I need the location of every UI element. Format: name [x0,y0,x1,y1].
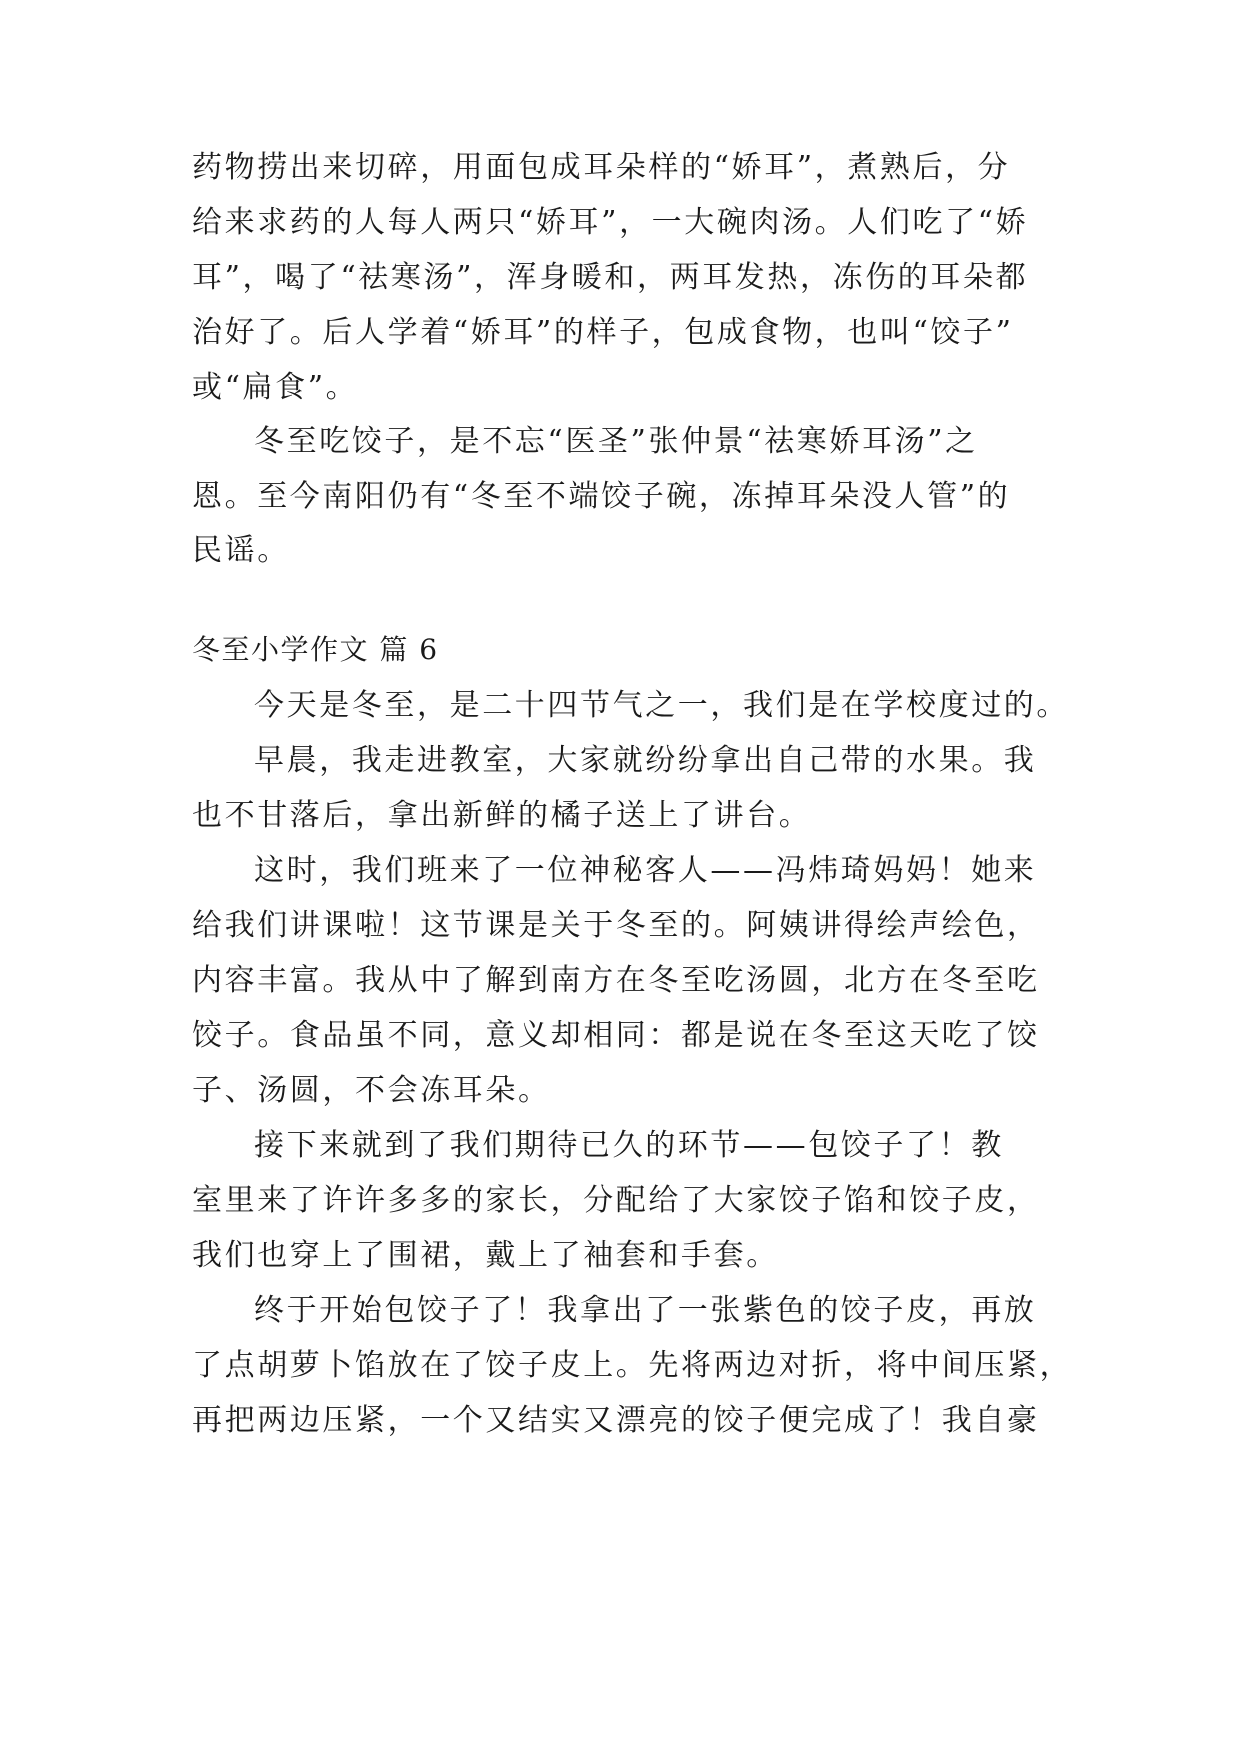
text-line: 内容丰富。我从中了解到南方在冬至吃汤圆，北方在冬至吃 [192,963,1040,998]
text-line: 再把两边压紧，一个又结实又漂亮的饺子便完成了！我自豪 [192,1403,1040,1438]
text-line: 接下来就到了我们期待已久的环节——包饺子了！教 [254,1128,1004,1163]
text-line: 给来求药的人每人两只“娇耳”，一大碗肉汤。人们吃了“娇 [192,205,1029,240]
text-line: 给我们讲课啦！这节课是关于冬至的。阿姨讲得绘声绘色， [192,908,1040,943]
text-line: 恩。至今南阳仍有“冬至不端饺子碗，冻掉耳朵没人管”的 [192,479,1011,514]
text-line: 耳”，喝了“祛寒汤”，浑身暖和，两耳发热，冻伤的耳朵都 [192,260,1029,295]
text-line: 或“扁食”。 [192,370,359,405]
text-line: 这时，我们班来了一位神秘客人——冯炜琦妈妈！她来 [254,853,1037,888]
section-heading: 冬至小学作文 篇 6 [192,633,439,666]
text-line: 今天是冬至，是二十四节气之一，我们是在学校度过的。 [254,688,1069,723]
text-line: 终于开始包饺子了！我拿出了一张紫色的饺子皮，再放 [254,1293,1037,1328]
text-line: 冬至吃饺子，是不忘“医圣”张仲景“祛寒娇耳汤”之 [254,424,978,459]
text-line: 治好了。后人学着“娇耳”的样子，包成食物，也叫“饺子” [192,315,1014,350]
text-line: 药物捞出来切碎，用面包成耳朵样的“娇耳”，煮熟后，分 [192,150,1011,185]
text-line: 也不甘落后，拿出新鲜的橘子送上了讲台。 [192,798,812,833]
text-line: 室里来了许许多多的家长，分配给了大家饺子馅和饺子皮， [192,1183,1040,1218]
text-line: 我们也穿上了围裙，戴上了袖套和手套。 [192,1238,779,1273]
text-line: 了点胡萝卜馅放在了饺子皮上。先将两边对折，将中间压紧， [192,1348,1073,1383]
text-line: 民谣。 [192,533,290,568]
text-line: 饺子。食品虽不同，意义却相同：都是说在冬至这天吃了饺 [192,1018,1040,1053]
text-line: 早晨，我走进教室，大家就纷纷拿出自己带的水果。我 [254,743,1037,778]
text-line: 子、汤圆，不会冻耳朵。 [192,1073,551,1108]
